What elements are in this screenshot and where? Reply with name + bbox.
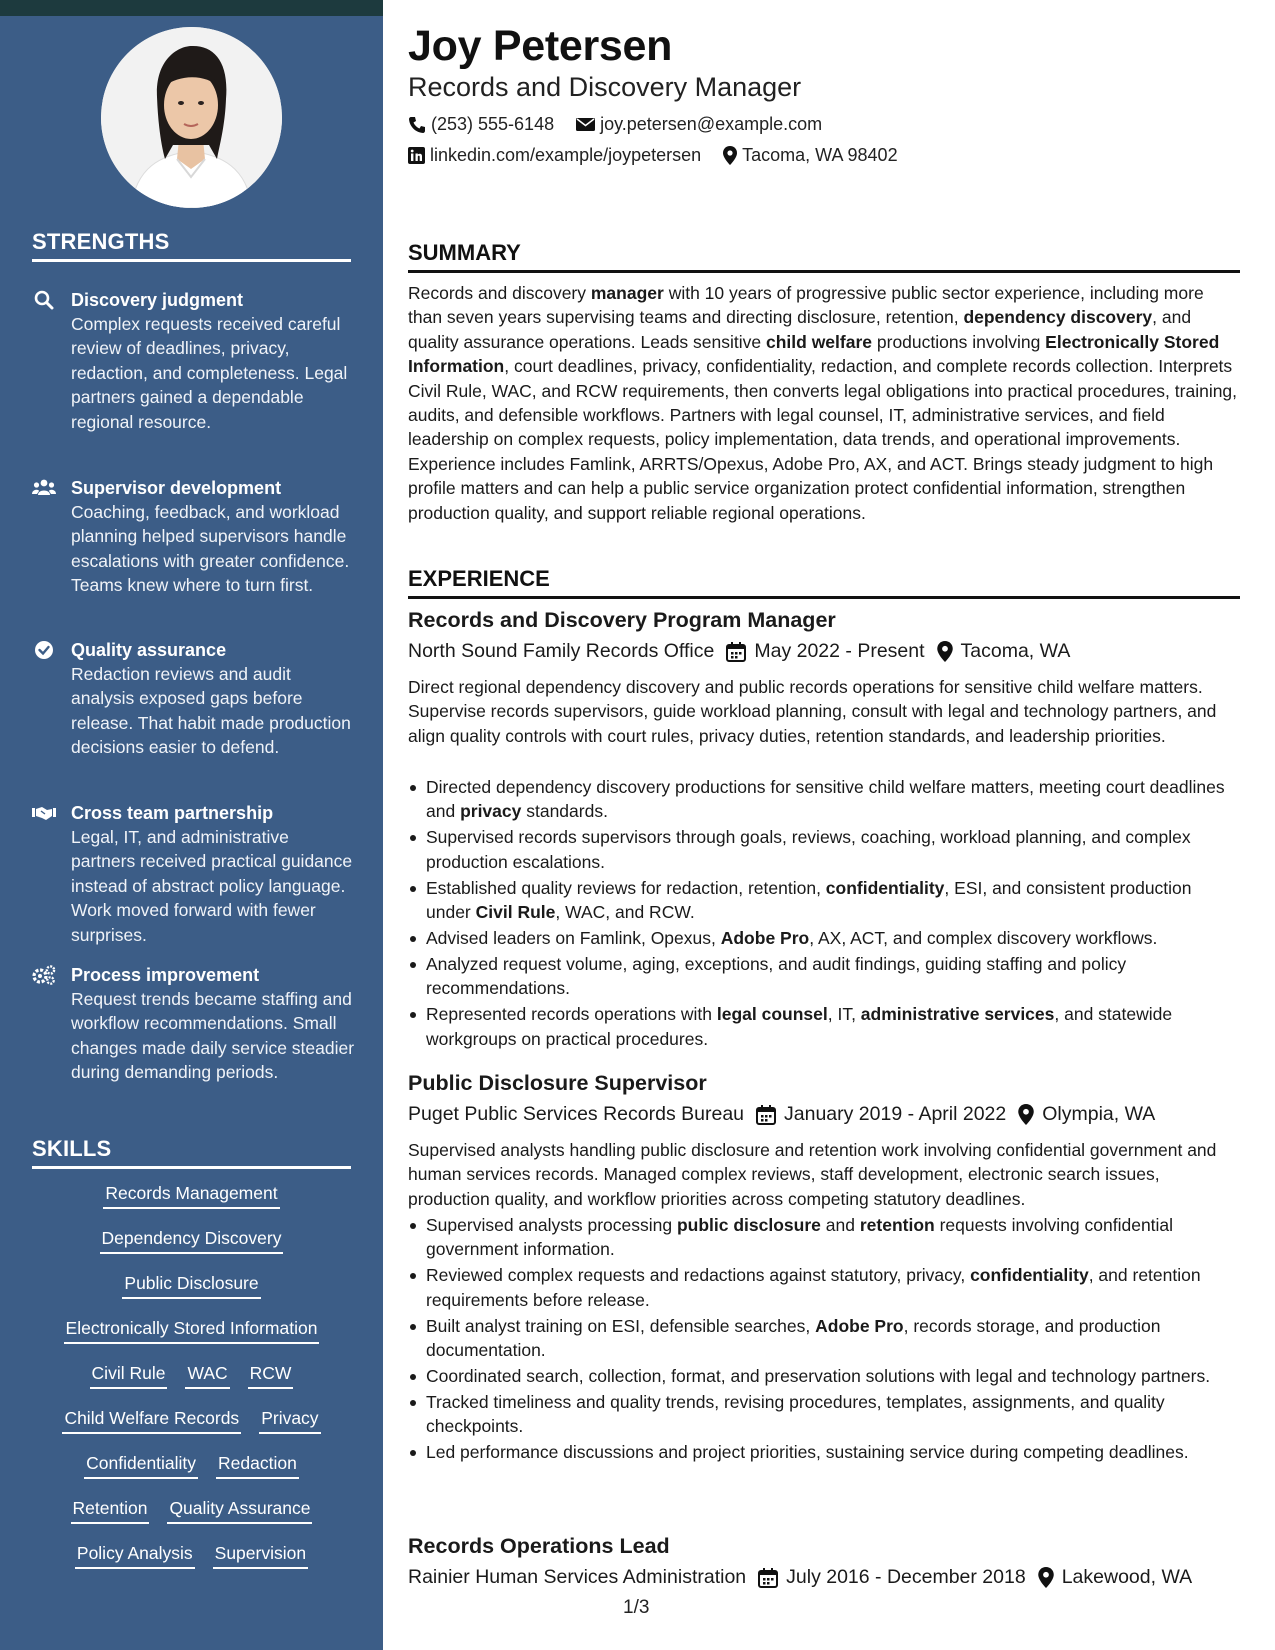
skill-tag: Civil Rule xyxy=(90,1360,168,1389)
strengths-heading: STRENGTHS xyxy=(32,229,351,262)
job-company: North Sound Family Records Office xyxy=(408,640,715,662)
summary-text: Records and discovery manager with 10 years of progressive public sector experience, including more than seven years supervising teams and directing disclosure, retention, dependency discovery, and quality assurance operations. Leads sensitive child welfare productions involving Electronically Stored Information, court deadlines, privacy, confidentiality, redaction, and complete records collection. Interprets Civil Rule, WAC, and RCW requirements, then converts legal obligations into practical procedures, training, audits, and defensible workflows. Partners with legal counsel, IT, administrative services, and field leadership on complex requests, policy implementation, data trends, and operational improvements. Experience includes Famlink, ARRTS/Opexus, Adobe Pro, AX, and ACT. Brings steady judgment to high profile matters and can help a public service organization protect confidential information, strengthen production quality, and support reliable regional operations. xyxy=(408,283,1238,523)
bullet-item: Advised leaders on Famlink, Opexus, Adobe Pro, AX, ACT, and complex discovery workflows. xyxy=(408,926,1240,950)
job-location: Olympia, WA xyxy=(1042,1103,1156,1125)
skill-tag: Electronically Stored Information xyxy=(64,1315,320,1344)
job-meta xyxy=(408,640,1070,663)
map-pin-icon xyxy=(1038,1567,1054,1588)
location-item xyxy=(723,145,897,166)
skill-tag: Dependency Discovery xyxy=(100,1225,284,1254)
skill-row xyxy=(32,1495,351,1540)
skill-row xyxy=(32,1180,351,1225)
bullet-item: Directed dependency discovery productions for sensitive child welfare matters, meeting court deadlines and privacy standards. xyxy=(408,775,1240,824)
strength-title: Discovery judgment xyxy=(71,290,244,310)
job-company: Puget Public Services Records Bureau xyxy=(408,1103,745,1125)
gears-icon xyxy=(32,965,56,985)
email-text[interactable]: joy.petersen@example.com xyxy=(600,114,823,134)
profile-photo xyxy=(101,27,282,208)
calendar-icon xyxy=(758,1568,778,1588)
skill-tag: Privacy xyxy=(259,1405,320,1434)
strength-body: Request trends became staffing and workflow recommendations. Small changes made daily service steadier during demanding periods. xyxy=(71,989,355,1083)
skill-row xyxy=(32,1360,351,1405)
strength-body: Coaching, feedback, and workload planning helped supervisors handle escalations with greater confidence. Teams knew where to turn first. xyxy=(71,502,350,596)
job-bullets xyxy=(408,1213,1240,1466)
strength-body: Legal, IT, and administrative partners received practical guidance instead of abstract policy language. Work moved forward with fewer surprises. xyxy=(71,827,353,945)
job-meta xyxy=(408,1103,1155,1126)
skills-heading: SKILLS xyxy=(32,1136,351,1169)
skills-list xyxy=(32,1180,351,1585)
job-meta xyxy=(408,1566,1192,1589)
bullet-item: Established quality reviews for redaction, retention, confidentiality, ESI, and consistent production under Civil Rule, WAC, and RCW. xyxy=(408,876,1240,925)
skill-tag: Supervision xyxy=(213,1540,308,1569)
skill-row xyxy=(32,1225,351,1270)
map-pin-icon xyxy=(937,641,953,662)
sidebar-top-bar xyxy=(0,0,383,16)
contact-row xyxy=(408,114,844,135)
calendar-icon xyxy=(756,1105,776,1125)
skill-row xyxy=(32,1270,351,1315)
strength-title: Supervisor development xyxy=(71,478,282,498)
strength-title: Process improvement xyxy=(71,965,260,985)
skill-row xyxy=(32,1405,351,1450)
bullet-item: Built analyst training on ESI, defensible searches, Adobe Pro, records storage, and production documentation. xyxy=(408,1314,1240,1363)
job-title: Records Operations Lead xyxy=(408,1534,670,1558)
job-description: Direct regional dependency discovery and public records operations for sensitive child welfare matters. Supervise records supervisors, guide workload planning, consult with legal and technology partners, and align quality controls with court rules, privacy duties, retention standards, and leadership priorities. xyxy=(408,677,1217,746)
map-pin-icon xyxy=(723,146,737,165)
map-pin-icon xyxy=(1018,1104,1034,1125)
search-icon xyxy=(32,290,56,310)
linkedin-icon xyxy=(408,147,425,164)
contact-row-2 xyxy=(408,145,920,166)
skill-tag: Records Management xyxy=(103,1180,279,1209)
job-bullets xyxy=(408,775,1240,1052)
bullet-item: Led performance discussions and project priorities, sustaining service during competing deadlines. xyxy=(408,1440,1240,1464)
job-location: Tacoma, WA xyxy=(960,640,1071,662)
phone-item xyxy=(408,114,554,135)
phone-text[interactable]: (253) 555-6148 xyxy=(431,114,555,134)
job-dates: January 2019 - April 2022 xyxy=(784,1103,1007,1125)
users-icon xyxy=(32,478,56,498)
handshake-icon xyxy=(32,803,56,823)
candidate-title: Records and Discovery Manager xyxy=(408,72,802,102)
bullet-item: Coordinated search, collection, format, and preservation solutions with legal and technology partners. xyxy=(408,1364,1240,1388)
bullet-item: Tracked timeliness and quality trends, revising procedures, templates, assignments, and quality checkpoints. xyxy=(408,1390,1240,1439)
skill-row xyxy=(32,1315,351,1360)
skill-tag: Quality Assurance xyxy=(167,1495,312,1524)
job-title: Records and Discovery Program Manager xyxy=(408,608,836,632)
bullet-item: Represented records operations with legal counsel, IT, administrative services, and statewide workgroups on practical procedures. xyxy=(408,1002,1240,1051)
summary-heading: SUMMARY xyxy=(408,240,1240,273)
check-circle-icon xyxy=(32,640,56,660)
strength-title: Quality assurance xyxy=(71,640,227,660)
skill-tag: RCW xyxy=(248,1360,294,1389)
calendar-icon xyxy=(726,642,746,662)
skill-tag: Public Disclosure xyxy=(122,1270,260,1299)
experience-heading: EXPERIENCE xyxy=(408,566,1240,599)
bullet-item: Supervised analysts processing public disclosure and retention requests involving confidential government information. xyxy=(408,1213,1240,1262)
phone-icon xyxy=(408,116,426,134)
candidate-name: Joy Petersen xyxy=(408,22,673,70)
page-number: 1/3 xyxy=(623,1597,650,1618)
strength-title: Cross team partnership xyxy=(71,803,274,823)
job-dates: May 2022 - Present xyxy=(754,640,925,662)
job-description: Supervised analysts handling public disclosure and retention work involving confidential government and human services records. Managed complex reviews, staff development, electronic search issues, production quality, and workflow priorities across competing statutory deadlines. xyxy=(408,1140,1217,1209)
skill-tag: Redaction xyxy=(216,1450,299,1479)
skill-row xyxy=(32,1450,351,1495)
skill-tag: Confidentiality xyxy=(84,1450,198,1479)
strength-body: Redaction reviews and audit analysis exposed gaps before release. That habit made production decisions easier to defend. xyxy=(71,664,351,758)
location-text: Tacoma, WA 98402 xyxy=(742,145,898,165)
bullet-item: Reviewed complex requests and redactions against statutory, privacy, confidentiality, and retention requirements before release. xyxy=(408,1263,1240,1312)
skill-tag: WAC xyxy=(185,1360,229,1389)
job-dates: July 2016 - December 2018 xyxy=(786,1566,1026,1588)
skill-tag: Retention xyxy=(71,1495,150,1524)
sidebar xyxy=(0,0,383,1650)
skill-row xyxy=(32,1540,351,1585)
strength-body: Complex requests received careful review of deadlines, privacy, redaction, and completeness. Legal partners gained a dependable regional resource. xyxy=(71,314,348,432)
linkedin-text[interactable]: linkedin.com/example/joypetersen xyxy=(430,145,702,165)
skill-tag: Child Welfare Records xyxy=(62,1405,241,1434)
linkedin-item xyxy=(408,145,701,166)
skill-tag: Policy Analysis xyxy=(75,1540,195,1569)
job-title: Public Disclosure Supervisor xyxy=(408,1071,707,1095)
email-item xyxy=(576,114,822,135)
job-company: Rainier Human Services Administration xyxy=(408,1566,747,1588)
bullet-item: Analyzed request volume, aging, exceptions, and audit findings, guiding staffing and policy recommendations. xyxy=(408,952,1240,1001)
bullet-item: Supervised records supervisors through goals, reviews, coaching, workload planning, and complex production escalations. xyxy=(408,825,1240,874)
envelope-icon xyxy=(576,117,595,132)
job-location: Lakewood, WA xyxy=(1061,1566,1193,1588)
